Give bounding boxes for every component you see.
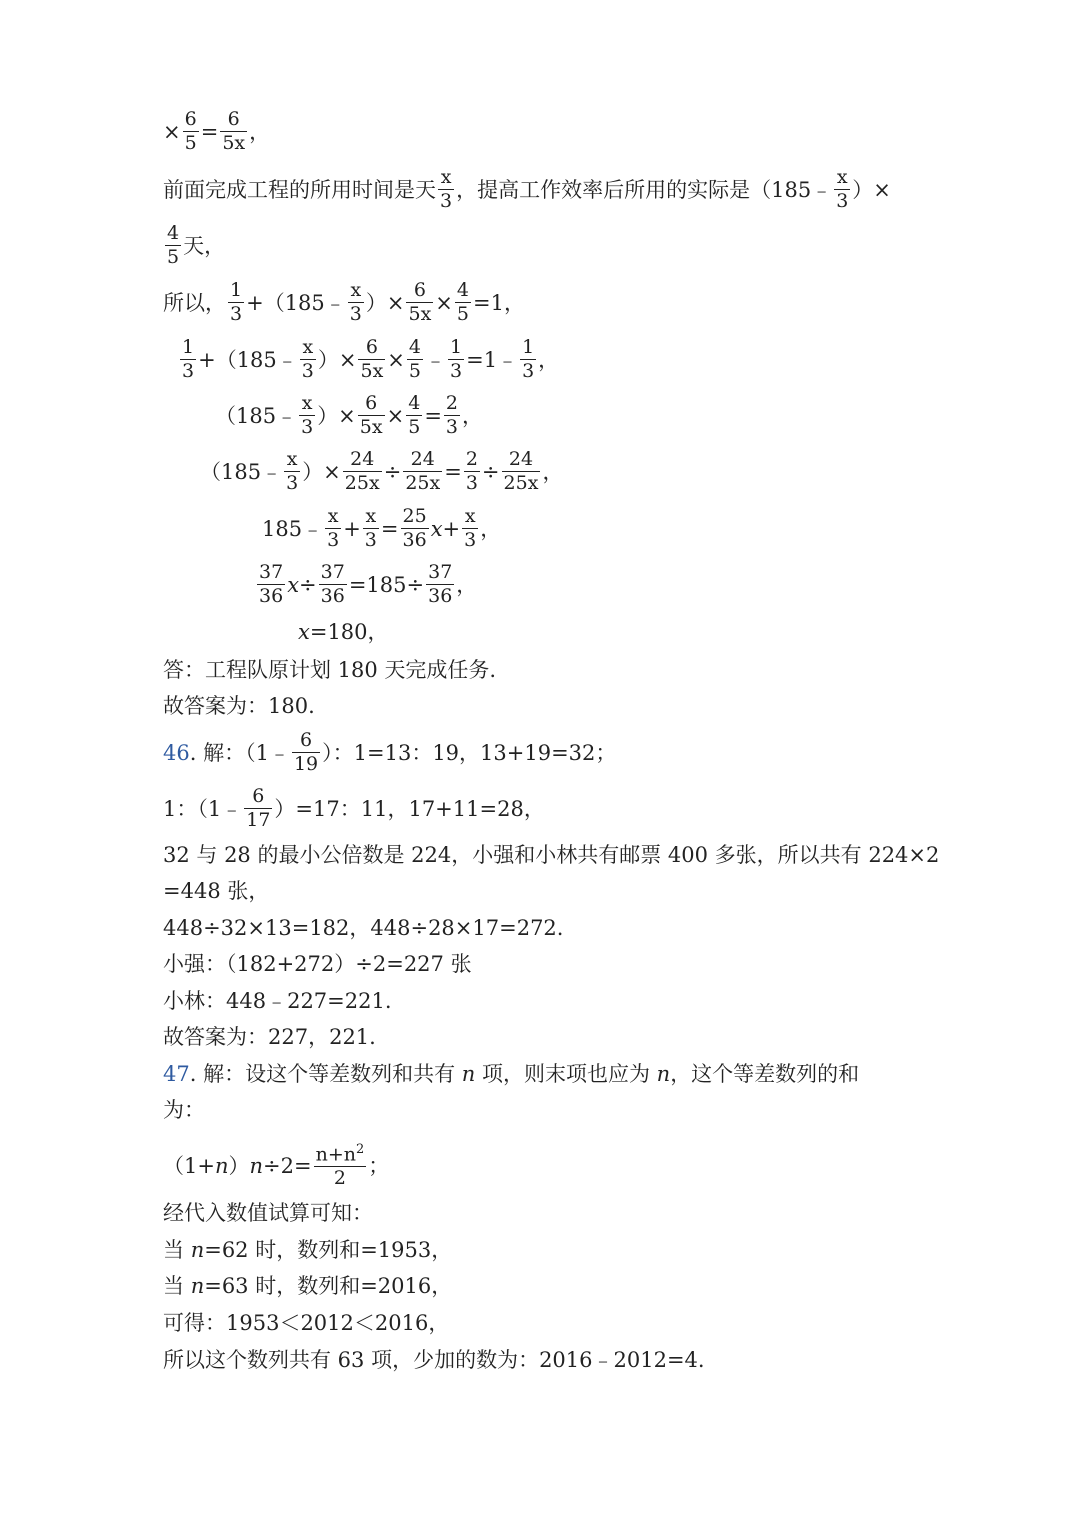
text-run: ÷ <box>481 460 500 484</box>
fraction-numerator <box>220 110 247 132</box>
fraction-denominator: 3 <box>445 416 459 438</box>
fraction-numerator <box>183 110 199 132</box>
fraction <box>325 507 341 550</box>
fraction-denominator: 17 <box>246 809 271 831</box>
numerator-text: 6 <box>227 108 240 130</box>
fraction-denominator: 3 <box>286 472 299 494</box>
fraction-numerator <box>292 731 320 753</box>
text-run: 小强：（182+272）÷2=227 张 <box>163 952 472 976</box>
fraction-numerator <box>348 281 364 303</box>
numerator-text: x <box>464 505 476 527</box>
text-line <box>163 913 563 943</box>
text-run: ，这个等差数列的和 <box>670 1062 860 1086</box>
fraction <box>183 110 199 153</box>
math-variable: x <box>287 573 300 597</box>
numerator-text: 4 <box>456 279 469 301</box>
fraction-numerator <box>284 450 300 472</box>
text-run: ）× <box>317 404 356 428</box>
text-run: ）× <box>302 460 341 484</box>
text-run: =62 时，数列和=1953， <box>204 1238 453 1262</box>
numerator-text: 1 <box>522 336 535 358</box>
text-run: 天， <box>183 234 226 258</box>
numerator-text: 24 <box>508 448 534 470</box>
numerator-text: 2 <box>465 448 478 470</box>
fraction <box>358 394 385 437</box>
text-run: ， <box>462 404 484 428</box>
math-variable: n <box>656 1062 671 1086</box>
fraction-denominator: 19 <box>293 753 319 775</box>
text-run: ÷ <box>299 573 317 597</box>
fraction-numerator <box>363 507 379 529</box>
fraction-denominator: 3 <box>440 190 453 212</box>
text-line <box>163 691 315 721</box>
fraction-denominator: 25x <box>344 472 380 494</box>
math-variable: x <box>298 620 310 644</box>
fraction-numerator <box>401 507 429 529</box>
math-variable: n <box>249 1154 264 1179</box>
text-line <box>163 840 939 870</box>
text-run: 项，则末项也应为 <box>475 1062 657 1086</box>
numerator-text: 37 <box>259 561 284 583</box>
math-variable: n <box>190 1274 205 1298</box>
fraction <box>165 224 181 267</box>
text-run: × <box>386 404 405 428</box>
text-run: + <box>343 517 361 541</box>
text-run: 1：（1﹣ <box>163 797 243 821</box>
text-run: 前面完成工程的所用时间是天 <box>163 178 436 202</box>
fraction-denominator: 5 <box>167 246 180 268</box>
numerator-text: 37 <box>320 561 345 583</box>
text-run: 448÷32×13=182，448÷28×17=272. <box>163 916 564 940</box>
text-run: ， <box>538 348 560 372</box>
numerator-text: 4 <box>167 222 180 244</box>
fraction-denominator: 36 <box>402 529 427 551</box>
fraction <box>358 338 385 381</box>
fraction <box>363 507 379 550</box>
fraction-denominator: 5x <box>360 360 384 382</box>
fraction-numerator <box>406 281 433 303</box>
fraction-denominator: 5x <box>408 303 432 325</box>
text-run: ﹣ <box>425 348 446 372</box>
fraction-denominator: 3 <box>450 360 463 382</box>
text-run: （185﹣ <box>200 460 283 484</box>
text-run: × <box>435 291 453 315</box>
fraction <box>455 281 471 324</box>
fraction-denominator: 3 <box>465 472 478 494</box>
text-run: × <box>163 120 181 144</box>
text-line <box>255 561 478 608</box>
text-run: 经代入数值试算可知： <box>163 1201 373 1225</box>
text-run: . 解：设这个等差数列和共有 <box>189 1062 462 1086</box>
fraction <box>343 450 382 493</box>
fraction-denominator: 5 <box>408 360 421 382</box>
fraction-numerator <box>358 338 385 360</box>
fraction-numerator <box>502 450 541 472</box>
fraction <box>180 338 196 381</box>
fraction-numerator <box>299 394 315 416</box>
text-line <box>163 1345 705 1375</box>
text-line <box>298 617 389 647</box>
fraction-numerator <box>257 563 285 585</box>
text-line <box>215 392 484 439</box>
fraction-numerator <box>464 450 480 472</box>
text-run: =63 时，数列和=2016， <box>204 1274 453 1298</box>
question-number: 46 <box>163 741 190 765</box>
text-run: 185﹣ <box>262 517 324 541</box>
fraction-denominator: 25x <box>405 472 441 494</box>
fraction-denominator: 3 <box>230 303 243 325</box>
numerator-text: 24 <box>410 448 435 470</box>
numerator-text: x <box>440 166 452 188</box>
text-line <box>163 655 496 685</box>
text-run: ÷2= <box>263 1154 312 1179</box>
text-run: ） <box>228 1154 250 1179</box>
text-run: . 解：（1﹣ <box>189 741 290 765</box>
fraction-denominator: 3 <box>301 416 314 438</box>
fraction <box>520 338 536 381</box>
text-run: ， <box>480 517 502 541</box>
text-line <box>163 108 271 155</box>
text-run: ）× <box>852 178 891 202</box>
superscript: 2 <box>356 1142 365 1157</box>
fraction-numerator <box>403 450 442 472</box>
text-run: ， <box>249 120 271 144</box>
text-line <box>200 448 564 495</box>
fraction <box>319 563 347 606</box>
text-run: 可得：1953＜2012＜2016， <box>163 1311 450 1335</box>
fraction <box>448 338 464 381</box>
numerator-text: x <box>302 336 314 358</box>
fraction-denominator: 5 <box>456 303 469 325</box>
numerator-text: 6 <box>252 785 265 807</box>
fraction <box>406 281 433 324</box>
fraction-numerator <box>444 394 460 416</box>
fraction <box>403 450 442 493</box>
text-run: 为： <box>163 1098 205 1122</box>
text-line <box>163 1059 859 1089</box>
fraction-denominator: 3 <box>349 303 362 325</box>
text-run: + <box>442 517 461 541</box>
fraction <box>426 563 454 606</box>
text-line <box>163 949 472 979</box>
math-variable: n <box>461 1062 476 1086</box>
text-line <box>163 986 392 1016</box>
fraction-denominator: 36 <box>320 585 345 607</box>
fraction <box>401 507 429 550</box>
text-run: +（185﹣ <box>198 348 298 372</box>
fraction-numerator <box>180 338 196 360</box>
fraction-denominator: 5x <box>359 416 383 438</box>
fraction-denominator: 3 <box>836 190 849 212</box>
text-line <box>163 1095 205 1125</box>
text-run: = <box>380 517 399 541</box>
text-line <box>178 336 560 383</box>
fraction <box>314 1143 367 1188</box>
text-run: 答：工程队原计划 180 天完成任务. <box>163 658 497 682</box>
fraction <box>407 338 423 381</box>
fraction-denominator: 3 <box>301 360 314 382</box>
fraction-numerator <box>319 563 347 585</box>
numerator-text: 37 <box>428 561 453 583</box>
fraction-numerator <box>520 338 536 360</box>
text-line <box>163 222 226 269</box>
fraction-numerator <box>314 1143 367 1167</box>
numerator-text: 4 <box>408 336 421 358</box>
fraction-numerator <box>448 338 464 360</box>
numerator-text: 6 <box>365 392 378 414</box>
fraction-denominator: 3 <box>464 529 477 551</box>
question-number: 47 <box>163 1062 190 1086</box>
text-line <box>163 166 891 213</box>
text-line <box>163 1271 452 1301</box>
fraction-numerator <box>406 394 422 416</box>
fraction <box>228 281 244 324</box>
fraction-numerator <box>325 507 341 529</box>
text-run: ； <box>368 1154 390 1179</box>
math-variable: n <box>190 1238 205 1262</box>
fraction <box>300 338 316 381</box>
text-run: （1+ <box>163 1154 215 1179</box>
numerator-text: 6 <box>413 279 426 301</box>
fraction <box>348 281 364 324</box>
fraction <box>438 168 454 211</box>
text-run: = <box>444 460 462 484</box>
fraction-denominator: 3 <box>522 360 535 382</box>
text-run: ）：1=13：19，13+19=32； <box>322 741 617 765</box>
fraction-numerator <box>407 338 423 360</box>
text-line <box>163 279 525 326</box>
numerator-text: x <box>365 505 377 527</box>
text-line <box>163 1235 452 1265</box>
text-run: =1﹣ <box>466 348 519 372</box>
fraction-denominator: 3 <box>182 360 195 382</box>
text-run: 故答案为：180. <box>163 694 315 718</box>
numerator-text: 1 <box>230 279 243 301</box>
numerator-text: 6 <box>300 729 313 751</box>
fraction-numerator <box>455 281 471 303</box>
text-run: （185﹣ <box>215 404 298 428</box>
fraction-denominator: 36 <box>428 585 453 607</box>
fraction <box>220 110 247 153</box>
numerator-text: n+n <box>315 1143 356 1166</box>
fraction <box>244 787 272 830</box>
fraction-numerator <box>228 281 244 303</box>
text-line <box>163 785 545 832</box>
numerator-text: x <box>286 448 298 470</box>
fraction-numerator <box>462 507 478 529</box>
text-run: =180， <box>309 620 389 644</box>
text-run: 小林：448﹣227=221. <box>163 989 392 1013</box>
text-line <box>163 1142 390 1190</box>
text-line <box>163 1308 449 1338</box>
math-variable: n <box>214 1154 229 1179</box>
text-run: +（185﹣ <box>246 291 346 315</box>
fraction <box>502 450 541 493</box>
fraction-numerator <box>343 450 382 472</box>
numerator-text: x <box>836 166 848 188</box>
numerator-text: x <box>301 392 313 414</box>
fraction-numerator <box>358 394 385 416</box>
numerator-text: 6 <box>365 336 378 358</box>
text-run: 当 <box>163 1238 191 1262</box>
math-variable: x <box>430 517 443 541</box>
fraction <box>462 507 478 550</box>
fraction <box>257 563 285 606</box>
text-run: ）× <box>317 348 357 372</box>
fraction <box>464 450 480 493</box>
text-run: =185÷ <box>348 573 425 597</box>
numerator-text: 1 <box>450 336 463 358</box>
text-line <box>163 1198 373 1228</box>
fraction-denominator: 5 <box>184 132 197 154</box>
text-run: =448 张， <box>163 879 270 903</box>
text-run: =1， <box>473 291 525 315</box>
fraction-denominator: 2 <box>333 1167 346 1190</box>
fraction-denominator: 25x <box>503 472 539 494</box>
numerator-text: 6 <box>184 108 197 130</box>
text-run: 32 与 28 的最小公倍数是 224，小强和小林共有邮票 400 多张，所以共有 224×2 <box>163 843 940 867</box>
numerator-text: x <box>327 505 339 527</box>
text-line <box>163 729 617 776</box>
fraction-numerator <box>300 338 316 360</box>
fraction <box>406 394 422 437</box>
text-run: 当 <box>163 1274 191 1298</box>
fraction <box>299 394 315 437</box>
fraction-denominator: 5x <box>222 132 246 154</box>
fraction-numerator <box>244 787 272 809</box>
text-run: ÷ <box>383 460 402 484</box>
text-run: 故答案为：227，221. <box>163 1025 376 1049</box>
numerator-text: x <box>350 279 362 301</box>
text-line <box>163 1022 376 1052</box>
text-run: 所以， <box>163 291 226 315</box>
fraction-denominator: 5 <box>408 416 421 438</box>
numerator-text: 25 <box>402 505 427 527</box>
text-line <box>163 876 269 906</box>
text-run: ， <box>542 460 564 484</box>
fraction <box>284 450 300 493</box>
numerator-text: 2 <box>445 392 459 414</box>
text-run: ）=17：11，17+11=28， <box>274 797 545 821</box>
text-run: ， <box>456 573 478 597</box>
numerator-text: 24 <box>350 448 375 470</box>
text-run: 所以这个数列共有 63 项，少加的数为：2016﹣2012=4. <box>163 1348 705 1372</box>
fraction <box>292 731 320 774</box>
text-run: ，提高工作效率后所用的实际是（185﹣ <box>456 178 833 202</box>
fraction-denominator: 36 <box>259 585 284 607</box>
fraction-denominator: 3 <box>327 529 340 551</box>
fraction-numerator <box>426 563 454 585</box>
text-run: = <box>424 404 442 428</box>
text-run: ）× <box>365 291 405 315</box>
text-line <box>262 505 502 552</box>
text-run: = <box>200 120 219 144</box>
text-run: × <box>387 348 405 372</box>
fraction-numerator <box>834 168 850 190</box>
fraction <box>834 168 850 211</box>
numerator-text: 4 <box>408 392 421 414</box>
fraction-denominator: 3 <box>364 529 377 551</box>
fraction-numerator <box>165 224 181 246</box>
numerator-text: 1 <box>182 336 195 358</box>
fraction <box>444 394 460 437</box>
fraction-numerator <box>438 168 454 190</box>
